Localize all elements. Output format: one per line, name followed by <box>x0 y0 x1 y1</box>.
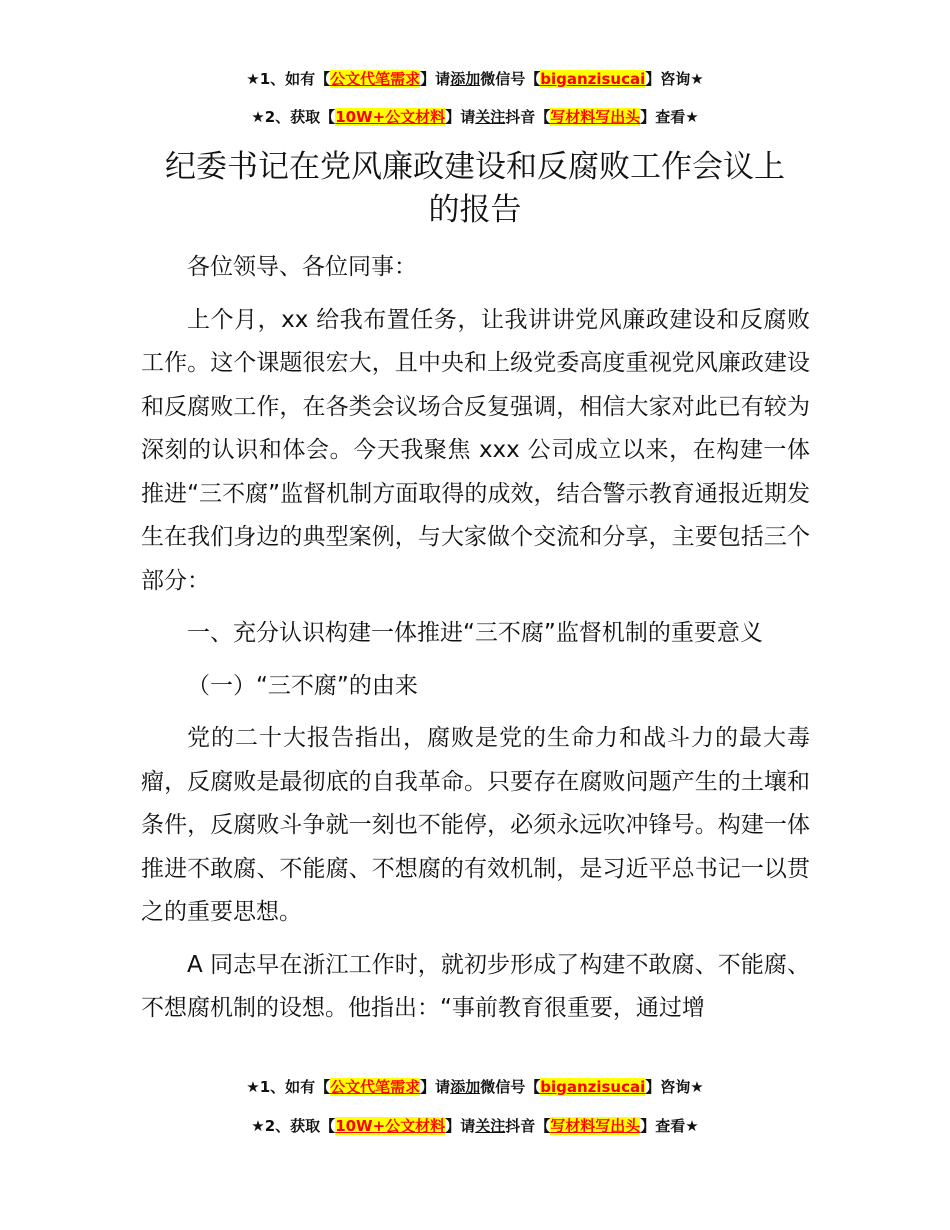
subsection-heading: （一）“三不腐”的由来 <box>187 672 418 699</box>
banner-text: 】咨询★ <box>645 1078 704 1096</box>
banner-highlight: biganzisucai <box>540 1078 646 1096</box>
banner-text: 】咨询★ <box>645 70 704 88</box>
banner-text: 】请 <box>445 1117 476 1135</box>
banner-emphasis: 关注 <box>475 108 506 126</box>
salutation: 各位领导、各位同事： <box>187 254 417 280</box>
banner-emphasis: 关注 <box>475 1117 506 1135</box>
banner-highlight: 10W+公文材料 <box>335 108 446 126</box>
banner-text: 】请 <box>445 108 476 126</box>
banner-highlight: 写材料写出头 <box>550 1117 641 1135</box>
banner-text: ★1、如有【 <box>246 1078 331 1096</box>
banner-text: 微信号【 <box>480 70 541 88</box>
footer-banner-line1 <box>0 1076 950 1098</box>
banner-text: 抖音【 <box>505 108 551 126</box>
title-line: 纪委书记在党风廉政建设和反腐败工作会议上 <box>165 149 785 185</box>
body-paragraph: 党的二十大报告指出，腐败是党的生命力和战斗力的最大毒瘤，反腐败是最彻底的自我革命。只要存在腐败问题产生的土壤和条件，反腐败斗争就一刻也不能停，必须永远吹冲锋号。构建一体推进不敢腐、不能腐、不想腐的有效机制，是习近平总书记一以贯之的重要思想。 <box>141 725 810 925</box>
body-paragraph: 上个月，xx 给我布置任务，让我讲讲党风廉政建设和反腐败工作。这个课题很宏大，且中央和上级党委高度重视党风廉政建设和反腐败工作，在各类会议场合反复强调，相信大家对此已有较为深刻的认识和体会。今天我聚焦 xxx 公司成立以来，在构建一体推进“三不腐”监督机制方面取得的成效，结合警示教育通报近期发生在我们身边的典型案例，与大家做个交流和分享，主要包括三个部分： <box>141 306 810 594</box>
header-banner-line1 <box>0 68 950 90</box>
banner-text: 】查看★ <box>640 1117 699 1135</box>
banner-text: ★2、获取【 <box>251 108 336 126</box>
document-title <box>140 146 810 232</box>
banner-emphasis: 添加 <box>450 70 481 88</box>
banner-text: 】请 <box>420 1078 451 1096</box>
banner-text: 】请 <box>420 70 451 88</box>
banner-text: 】查看★ <box>640 108 699 126</box>
document-body <box>141 246 810 1040</box>
footer-banner-line2 <box>0 1115 950 1137</box>
body-paragraph: A 同志早在浙江工作时，就初步形成了构建不敢腐、不能腐、不想腐机制的设想。他指出：“事前教育很重要，通过增 <box>141 951 810 1021</box>
banner-text: ★2、获取【 <box>251 1117 336 1135</box>
banner-emphasis: 添加 <box>450 1078 481 1096</box>
banner-highlight: 公文代笔需求 <box>330 70 421 88</box>
banner-text: ★1、如有【 <box>246 70 331 88</box>
banner-text: 抖音【 <box>505 1117 551 1135</box>
title-line: 的报告 <box>428 192 522 228</box>
section-heading: 一、充分认识构建一体推进“三不腐”监督机制的重要意义 <box>187 620 763 646</box>
banner-text: 微信号【 <box>480 1078 541 1096</box>
banner-highlight: biganzisucai <box>540 70 646 88</box>
banner-highlight: 公文代笔需求 <box>330 1078 421 1096</box>
banner-highlight: 10W+公文材料 <box>335 1117 446 1135</box>
banner-highlight: 写材料写出头 <box>550 108 641 126</box>
header-banner-line2 <box>0 106 950 128</box>
